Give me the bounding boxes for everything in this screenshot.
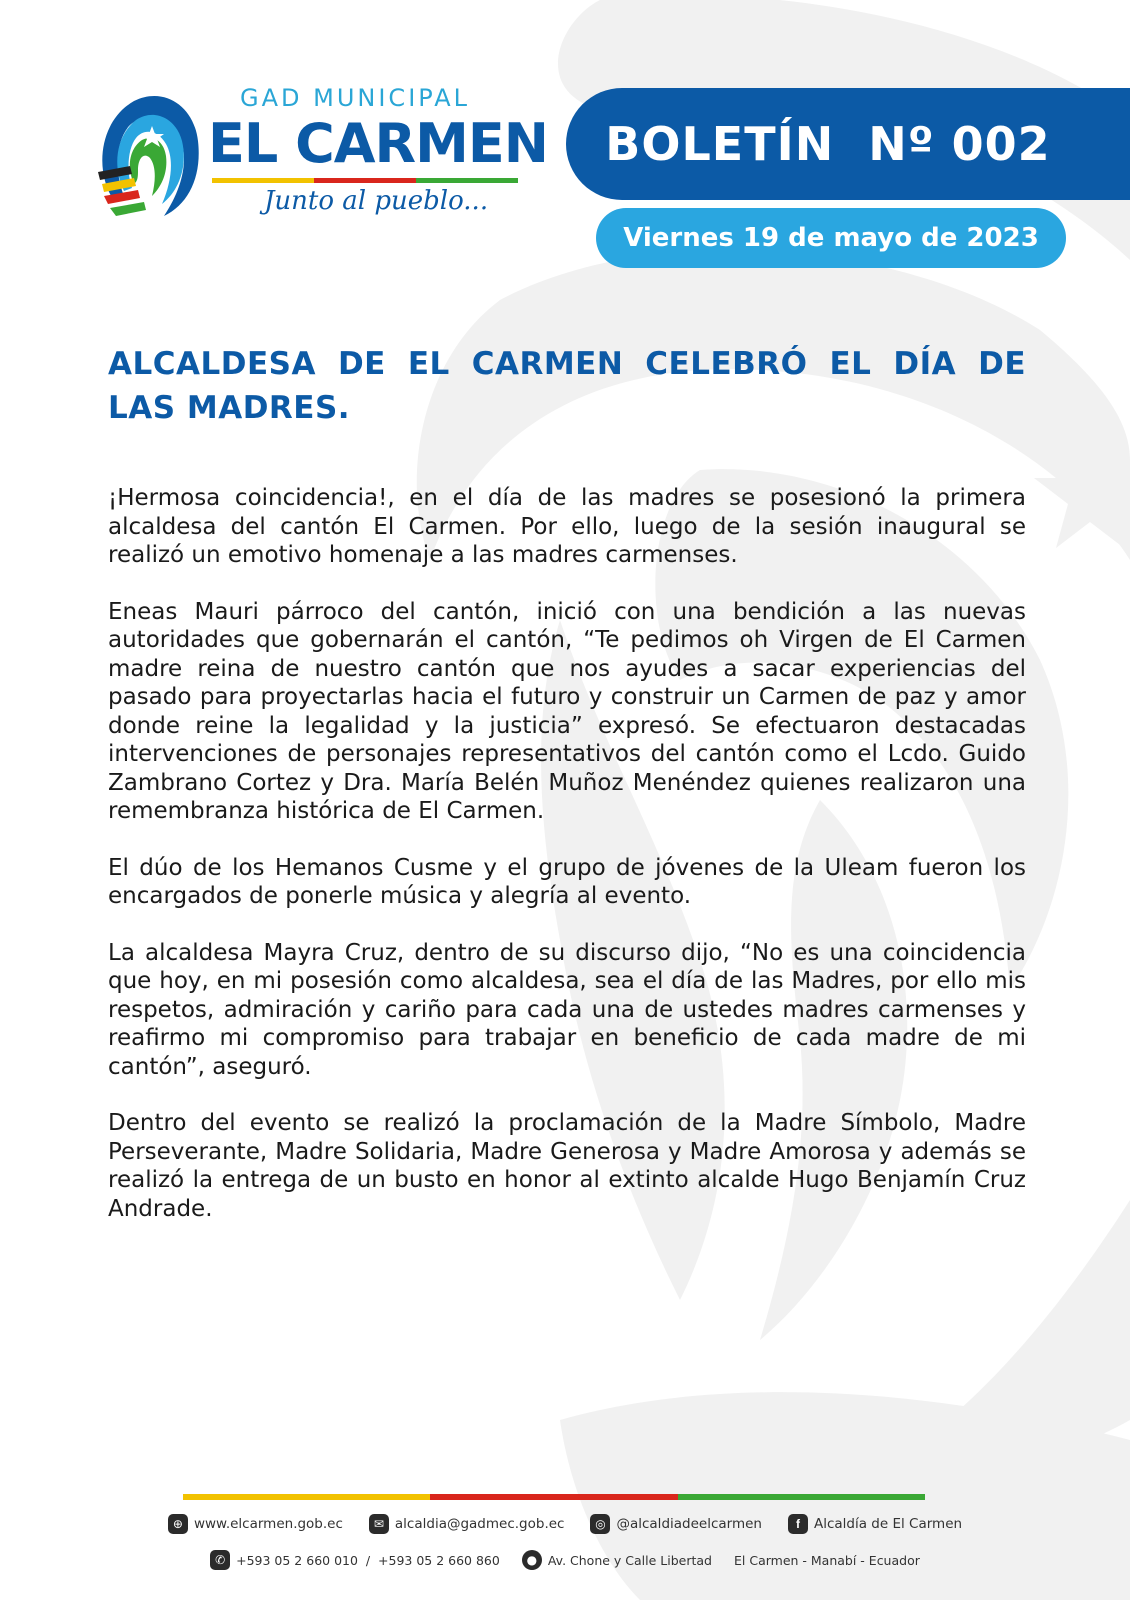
- footer-flag-stripe: [183, 1494, 925, 1500]
- footer-website[interactable]: [168, 1514, 343, 1534]
- footer-location: [734, 1553, 920, 1568]
- footer-instagram-text: @alcaldiadeelcarmen: [616, 1516, 762, 1532]
- footer-phone[interactable]: [210, 1550, 500, 1570]
- logo-name: EL CARMEN: [208, 112, 548, 175]
- bulletin-number: BOLETÍN Nº 002: [605, 117, 1051, 171]
- article-paragraph: Eneas Mauri párroco del cantón, inició con una bendición a las nuevas autoridades que gobernarán el cantón, “Te pedimos oh Virgen de El Carmen madre reina de nuestro cantón que nos ayudes a sacar experiencias del pasado para proyectarlas hacia el futuro y construir un Carmen de paz y amor donde reine la legalidad y la justicia” expresó. Se efectuaron destacadas intervenciones de personajes representativos del cantón como el Lcdo. Guido Zambrano Cortez y Dra. María Belén Muñoz Menéndez quienes realizaron una remembranza histórica de El Carmen.: [108, 598, 1026, 824]
- logo-slogan: Junto al pueblo...: [264, 186, 489, 216]
- footer-location-text: El Carmen - Manabí - Ecuador: [734, 1552, 920, 1568]
- article-headline: ALCALDESA DE EL CARMEN CELEBRÓ EL DÍA DE LAS MADRES.: [108, 346, 1026, 426]
- logo-subtitle: GAD MUNICIPAL: [240, 84, 470, 112]
- article-body: [108, 484, 1026, 1251]
- globe-icon: ⊕: [168, 1514, 188, 1534]
- municipal-logo-emblem-icon: [94, 86, 204, 226]
- footer-email-text: alcaldia@gadmec.gob.ec: [394, 1516, 565, 1532]
- article-paragraph: La alcaldesa Mayra Cruz, dentro de su discurso dijo, “No es una coincidencia que hoy, en mi posesión como alcaldesa, sea el día de las Madres, por ello mis respetos, admiración y cariño para cada una de ustedes madres carmenses y reafirmo mi compromiso para trabajar en beneficio de cada madre de mi cantón”, aseguró.: [108, 939, 1026, 1080]
- footer-phone-text: +593 05 2 660 010 / +593 05 2 660 860: [236, 1552, 500, 1568]
- logo-flag-stripe: [212, 178, 518, 183]
- footer-address-row: [0, 1550, 1130, 1570]
- footer-contacts-row: [0, 1514, 1130, 1534]
- phone-icon: ✆: [210, 1550, 230, 1570]
- location-pin-icon: ●: [522, 1550, 542, 1570]
- footer-address-text: Av. Chone y Calle Libertad: [547, 1552, 712, 1568]
- bulletin-number-badge: [566, 88, 1130, 200]
- facebook-icon: f: [788, 1514, 808, 1534]
- footer-website-text: www.elcarmen.gob.ec: [193, 1516, 343, 1532]
- date-badge: [596, 208, 1066, 268]
- footer-address: [522, 1550, 712, 1570]
- mail-icon: ✉: [369, 1514, 389, 1534]
- article-paragraph: Dentro del evento se realizó la proclamación de la Madre Símbolo, Madre Perseverante, Madre Solidaria, Madre Generosa y Madre Amorosa y además se realizó la entrega de un busto en honor al extinto alcalde Hugo Benjamín Cruz Andrade.: [108, 1110, 1026, 1222]
- bulletin-date: Viernes 19 de mayo de 2023: [623, 223, 1039, 253]
- footer-facebook-text: Alcaldía de El Carmen: [813, 1516, 963, 1532]
- article-paragraph: El dúo de los Hemanos Cusme y el grupo de jóvenes de la Uleam fueron los encargados de ponerle música y alegría al evento.: [108, 854, 1026, 909]
- instagram-icon: ◎: [590, 1514, 610, 1534]
- footer-email[interactable]: [369, 1514, 565, 1534]
- footer-facebook[interactable]: [788, 1514, 962, 1534]
- article-paragraph: ¡Hermosa coincidencia!, en el día de las madres se posesionó la primera alcaldesa del cantón El Carmen. Por ello, luego de la sesión inaugural se realizó un emotivo homenaje a las madres carmenses.: [108, 485, 1026, 568]
- footer-instagram[interactable]: [590, 1514, 762, 1534]
